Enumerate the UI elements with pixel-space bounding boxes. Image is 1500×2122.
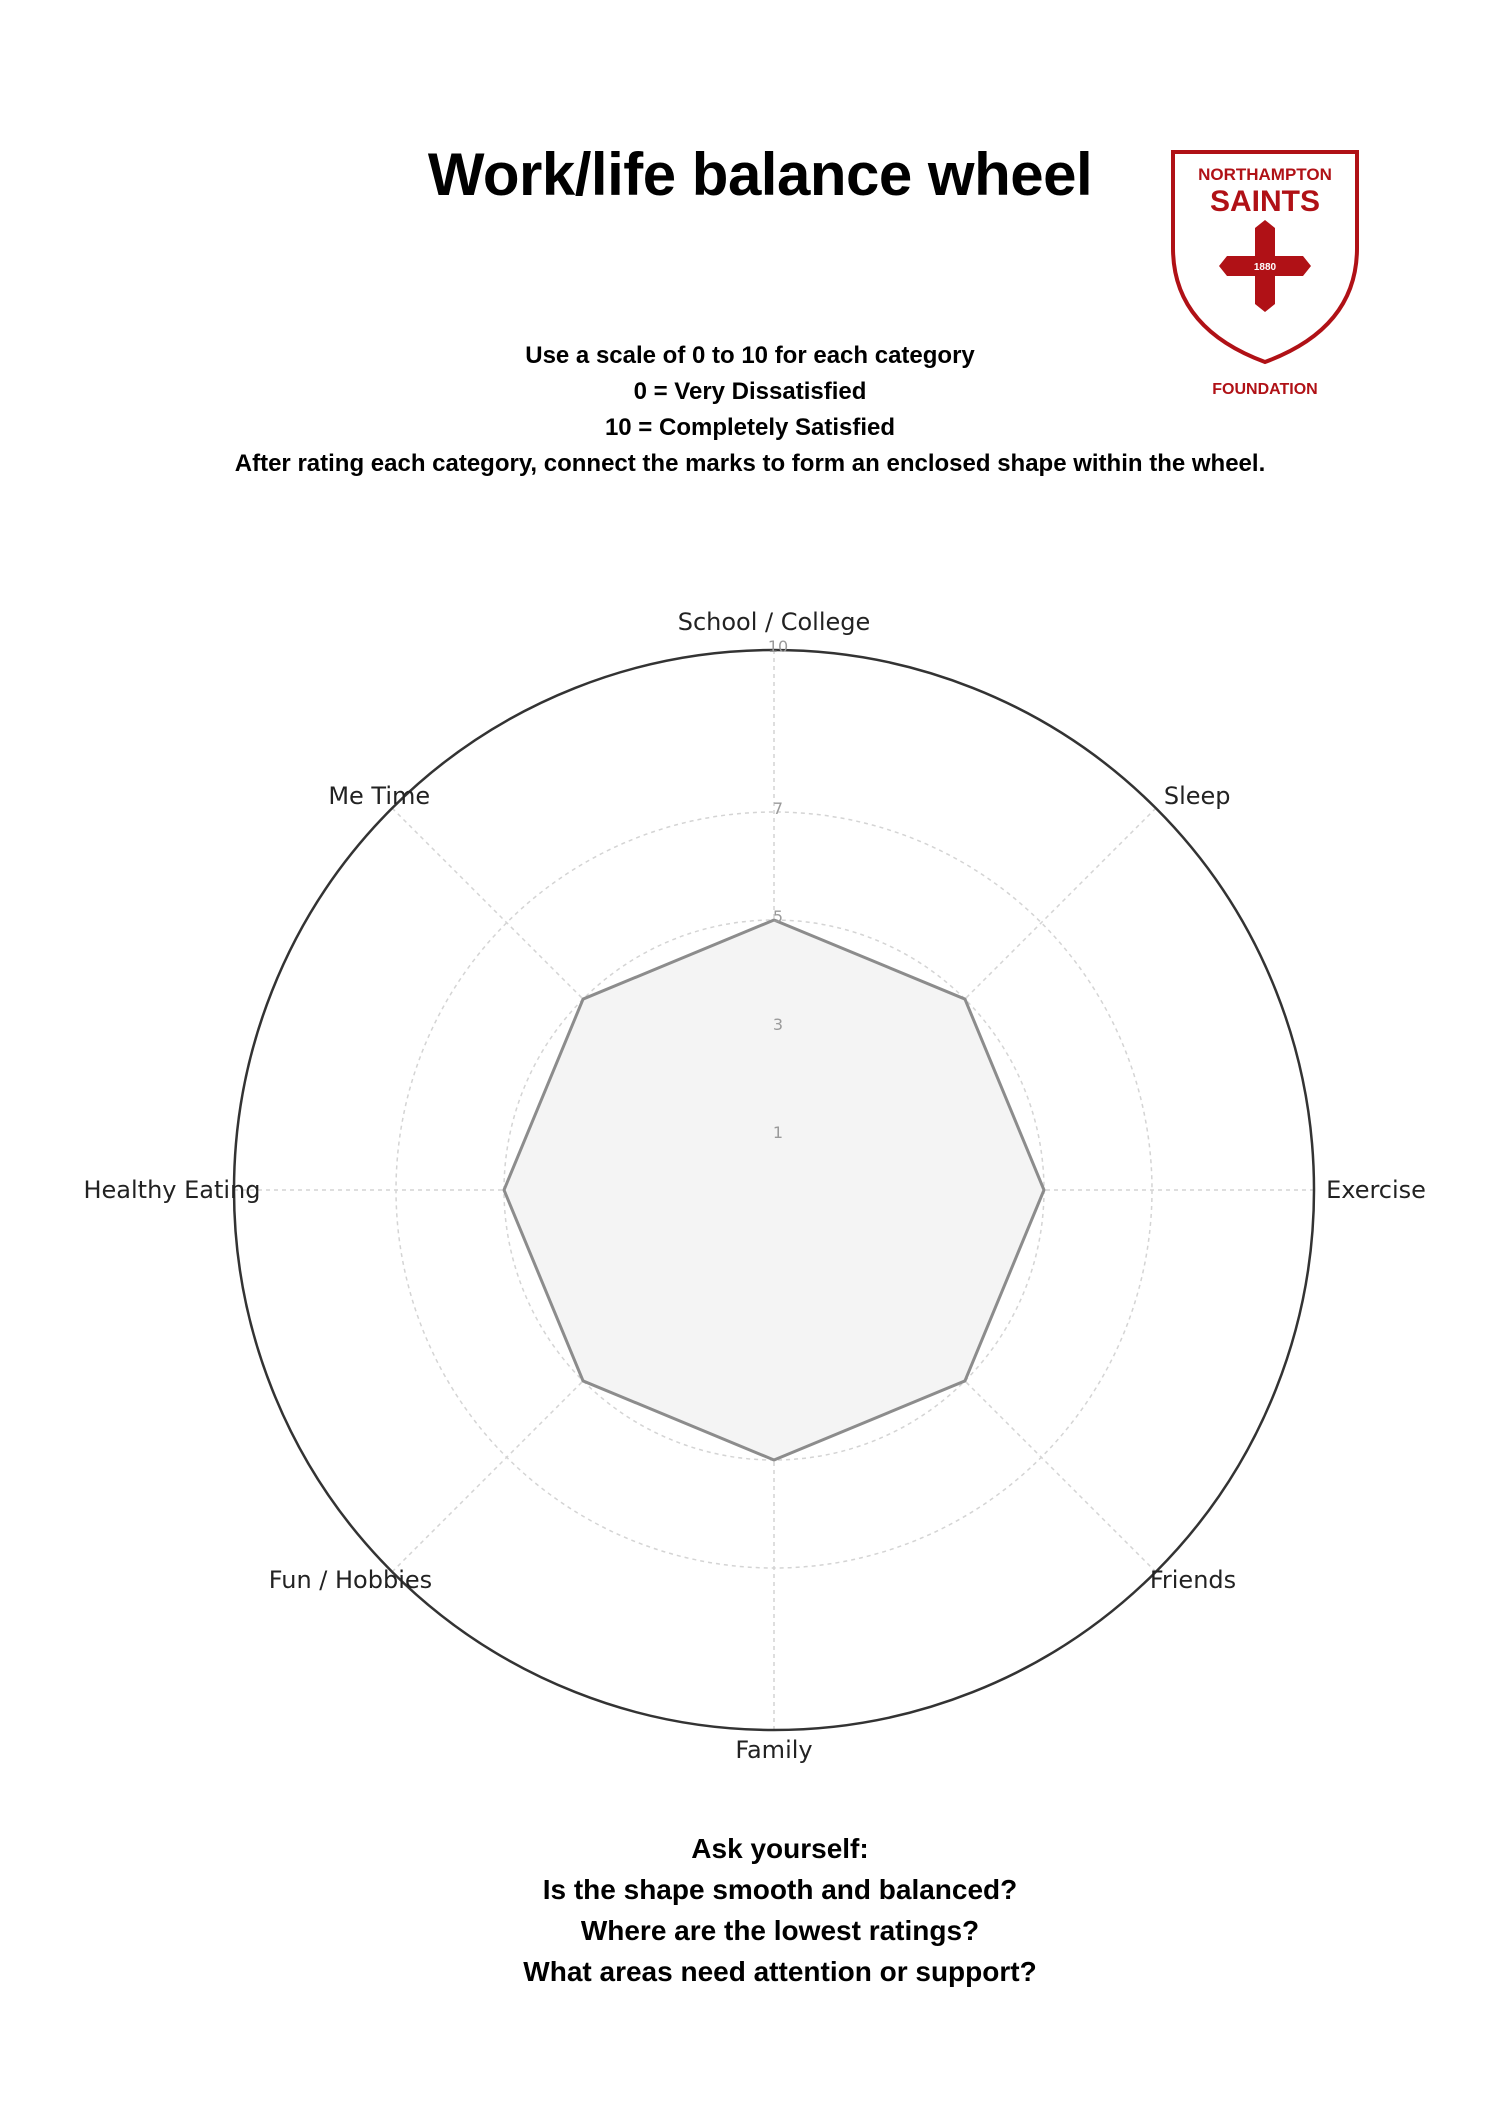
question-line: Is the shape smooth and balanced? — [542, 1874, 1018, 1905]
data-point — [963, 1379, 966, 1382]
logo-line1: NORTHAMPTON — [1198, 165, 1332, 184]
radial-tick-label: 5 — [772, 907, 784, 926]
question-line: Where are the lowest ratings? — [580, 1915, 980, 1946]
instruction-line: 10 = Completely Satisfied — [604, 414, 896, 441]
data-point — [582, 998, 585, 1001]
data-point — [773, 1459, 776, 1462]
category-label: Healthy Eating — [83, 1176, 261, 1204]
data-polygon — [504, 920, 1044, 1460]
logo-line3: FOUNDATION — [1212, 381, 1318, 398]
page-title: Work/life balance wheel — [427, 141, 1093, 208]
radial-tick-label: 10 — [767, 637, 789, 656]
data-point — [582, 1379, 585, 1382]
instruction-line: 0 = Very Dissatisfied — [633, 378, 867, 405]
category-label: Fun / Hobbies — [268, 1565, 433, 1594]
category-label: Friends — [1149, 1565, 1237, 1594]
logo-year: 1880 — [1253, 262, 1277, 273]
reflection-questions — [300, 1828, 1260, 1992]
logo-line2: SAINTS — [1209, 185, 1321, 218]
category-label: School / College — [677, 608, 871, 636]
category-label: Exercise — [1326, 1176, 1426, 1204]
category-label: Sleep — [1163, 782, 1231, 811]
instruction-line: Use a scale of 0 to 10 for each category — [525, 342, 975, 369]
instruction-line: After rating each category, connect the marks to form an enclosed shape within the wheel. — [234, 450, 1266, 477]
radial-tick-label: 7 — [772, 799, 784, 818]
radial-tick-label: 1 — [772, 1123, 784, 1142]
category-label: Family — [735, 1736, 813, 1764]
data-point — [963, 998, 966, 1001]
radial-tick-label: 3 — [772, 1015, 784, 1034]
question-line: Ask yourself: — [691, 1833, 869, 1864]
data-point — [503, 1189, 506, 1192]
data-point — [1043, 1189, 1046, 1192]
category-label: Me Time — [328, 782, 431, 811]
question-line: What areas need attention or support? — [523, 1956, 1037, 1987]
